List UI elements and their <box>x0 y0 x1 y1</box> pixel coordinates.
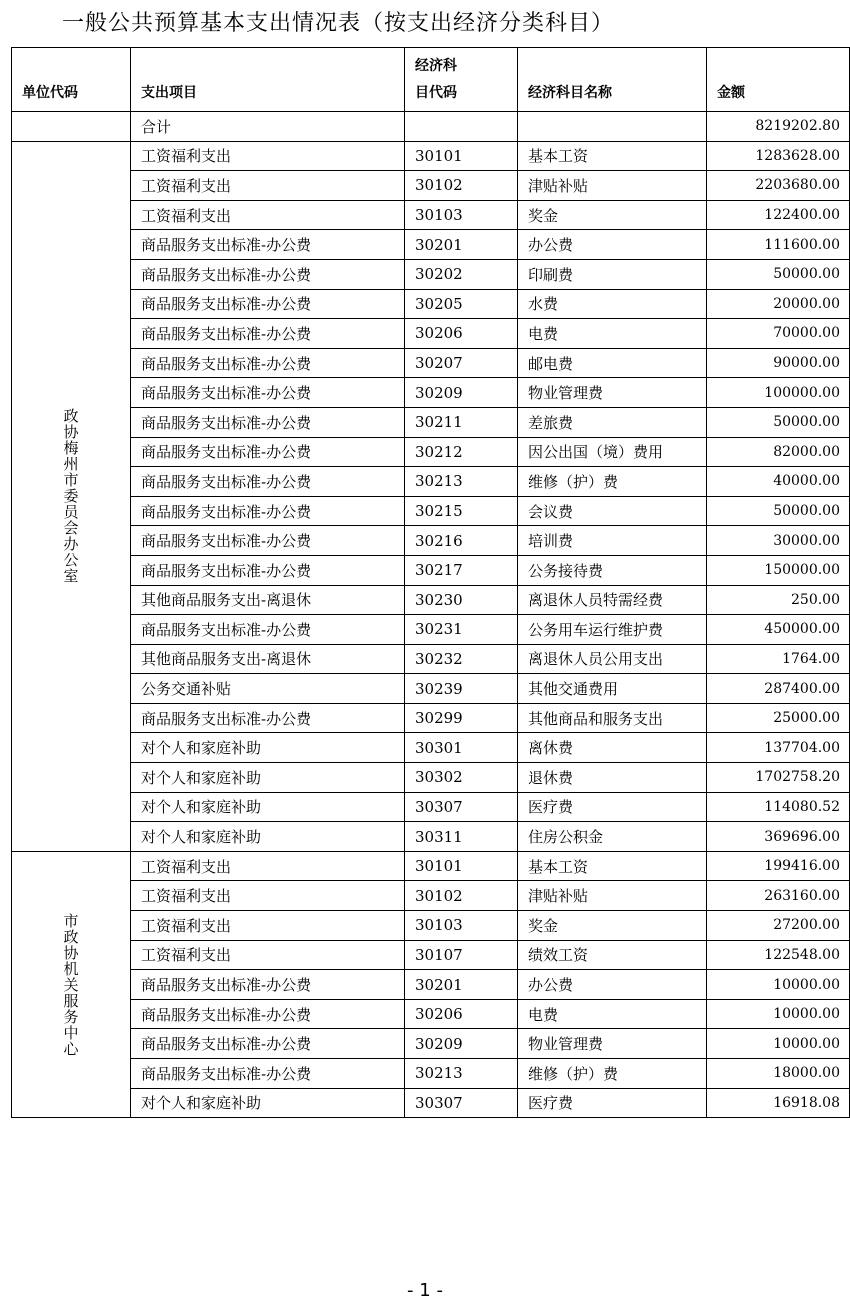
econ-name: 津贴补贴 <box>518 171 707 201</box>
amount: 30000.00 <box>707 526 850 556</box>
total-code-cell <box>405 112 518 142</box>
econ-name: 奖金 <box>518 911 707 941</box>
econ-code: 30101 <box>405 851 518 881</box>
amount: 287400.00 <box>707 674 850 704</box>
econ-name: 绩效工资 <box>518 940 707 970</box>
amount: 18000.00 <box>707 1059 850 1089</box>
econ-code: 30103 <box>405 911 518 941</box>
expense-item: 其他商品服务支出-离退休 <box>131 585 405 615</box>
econ-code: 30299 <box>405 703 518 733</box>
table-row <box>12 467 850 497</box>
amount: 450000.00 <box>707 615 850 645</box>
econ-code: 30103 <box>405 200 518 230</box>
unit-name: 市政协机关服务中心 <box>61 912 80 1057</box>
amount: 50000.00 <box>707 407 850 437</box>
econ-name: 公务接待费 <box>518 555 707 585</box>
header-amount: 金额 <box>707 48 850 112</box>
expense-item: 商品服务支出标准-办公费 <box>131 378 405 408</box>
econ-name: 维修（护）费 <box>518 1059 707 1089</box>
econ-name: 印刷费 <box>518 259 707 289</box>
unit-name: 政协梅州市委员会办公室 <box>61 408 80 585</box>
amount: 122548.00 <box>707 940 850 970</box>
table-row <box>12 970 850 1000</box>
table-row <box>12 378 850 408</box>
expense-item: 商品服务支出标准-办公费 <box>131 526 405 556</box>
econ-name: 电费 <box>518 319 707 349</box>
econ-name: 其他商品和服务支出 <box>518 703 707 733</box>
total-unit-cell <box>12 112 131 142</box>
expense-item: 对个人和家庭补助 <box>131 763 405 793</box>
econ-code: 30307 <box>405 792 518 822</box>
table-row <box>12 1059 850 1089</box>
amount: 150000.00 <box>707 555 850 585</box>
amount: 10000.00 <box>707 970 850 1000</box>
table-row <box>12 289 850 319</box>
econ-code: 30311 <box>405 822 518 852</box>
table-row <box>12 171 850 201</box>
budget-table <box>11 47 850 1118</box>
econ-code: 30302 <box>405 763 518 793</box>
econ-code: 30215 <box>405 496 518 526</box>
table-row <box>12 911 850 941</box>
econ-code: 30209 <box>405 1029 518 1059</box>
table-row <box>12 200 850 230</box>
econ-code: 30205 <box>405 289 518 319</box>
econ-code: 30102 <box>405 881 518 911</box>
econ-name: 其他交通费用 <box>518 674 707 704</box>
econ-name: 办公费 <box>518 230 707 260</box>
total-name-cell <box>518 112 707 142</box>
econ-code: 30213 <box>405 1059 518 1089</box>
table-row <box>12 940 850 970</box>
econ-name: 邮电费 <box>518 348 707 378</box>
table-row <box>12 526 850 556</box>
expense-item: 商品服务支出标准-办公费 <box>131 496 405 526</box>
amount: 2203680.00 <box>707 171 850 201</box>
econ-name: 退休费 <box>518 763 707 793</box>
table-row <box>12 1088 850 1118</box>
expense-item: 商品服务支出标准-办公费 <box>131 289 405 319</box>
amount: 1764.00 <box>707 644 850 674</box>
econ-code: 30230 <box>405 585 518 615</box>
econ-code: 30216 <box>405 526 518 556</box>
econ-code: 30213 <box>405 467 518 497</box>
amount: 263160.00 <box>707 881 850 911</box>
amount: 100000.00 <box>707 378 850 408</box>
econ-name: 物业管理费 <box>518 378 707 408</box>
table-row <box>12 733 850 763</box>
table-row <box>12 259 850 289</box>
table-row <box>12 881 850 911</box>
amount: 369696.00 <box>707 822 850 852</box>
amount: 70000.00 <box>707 319 850 349</box>
expense-item: 商品服务支出标准-办公费 <box>131 999 405 1029</box>
econ-code: 30201 <box>405 230 518 260</box>
econ-name: 津贴补贴 <box>518 881 707 911</box>
econ-name: 医疗费 <box>518 792 707 822</box>
table-row <box>12 999 850 1029</box>
expense-item: 对个人和家庭补助 <box>131 822 405 852</box>
expense-item: 工资福利支出 <box>131 851 405 881</box>
amount: 122400.00 <box>707 200 850 230</box>
econ-name: 住房公积金 <box>518 822 707 852</box>
amount: 1702758.20 <box>707 763 850 793</box>
expense-item: 商品服务支出标准-办公费 <box>131 259 405 289</box>
table-row <box>12 437 850 467</box>
amount: 111600.00 <box>707 230 850 260</box>
page-title: 一般公共预算基本支出情况表（按支出经济分类科目） <box>62 11 615 36</box>
amount: 82000.00 <box>707 437 850 467</box>
econ-code: 30202 <box>405 259 518 289</box>
header-econ-code-line1: 经济科 <box>415 58 457 74</box>
table-row <box>12 141 850 171</box>
table-row <box>12 555 850 585</box>
header-econ-name: 经济科目名称 <box>518 48 707 112</box>
econ-name: 培训费 <box>518 526 707 556</box>
expense-item: 商品服务支出标准-办公费 <box>131 230 405 260</box>
table-row <box>12 319 850 349</box>
expense-item: 商品服务支出标准-办公费 <box>131 615 405 645</box>
econ-name: 公务用车运行维护费 <box>518 615 707 645</box>
expense-item: 对个人和家庭补助 <box>131 1088 405 1118</box>
expense-item: 公务交通补贴 <box>131 674 405 704</box>
table-row <box>12 585 850 615</box>
expense-item: 工资福利支出 <box>131 881 405 911</box>
amount: 27200.00 <box>707 911 850 941</box>
amount: 16918.08 <box>707 1088 850 1118</box>
amount: 114080.52 <box>707 792 850 822</box>
econ-name: 基本工资 <box>518 141 707 171</box>
table-row <box>12 851 850 881</box>
table-row <box>12 644 850 674</box>
econ-code: 30206 <box>405 319 518 349</box>
amount: 25000.00 <box>707 703 850 733</box>
header-unit-code: 单位代码 <box>12 48 131 112</box>
econ-code: 30201 <box>405 970 518 1000</box>
econ-code: 30232 <box>405 644 518 674</box>
econ-name: 维修（护）费 <box>518 467 707 497</box>
econ-code: 30102 <box>405 171 518 201</box>
table-row <box>12 615 850 645</box>
amount: 1283628.00 <box>707 141 850 171</box>
econ-code: 30211 <box>405 407 518 437</box>
econ-name: 办公费 <box>518 970 707 1000</box>
table-row <box>12 230 850 260</box>
econ-name: 会议费 <box>518 496 707 526</box>
econ-name: 离退休人员特需经费 <box>518 585 707 615</box>
amount: 250.00 <box>707 585 850 615</box>
expense-item: 商品服务支出标准-办公费 <box>131 1059 405 1089</box>
expense-item: 商品服务支出标准-办公费 <box>131 407 405 437</box>
expense-item: 工资福利支出 <box>131 141 405 171</box>
table-row <box>12 792 850 822</box>
expense-item: 商品服务支出标准-办公费 <box>131 703 405 733</box>
econ-name: 奖金 <box>518 200 707 230</box>
expense-item: 对个人和家庭补助 <box>131 792 405 822</box>
econ-code: 30217 <box>405 555 518 585</box>
amount: 20000.00 <box>707 289 850 319</box>
table-row <box>12 822 850 852</box>
expense-item: 商品服务支出标准-办公费 <box>131 970 405 1000</box>
expense-item: 其他商品服务支出-离退休 <box>131 644 405 674</box>
page-number: - 1 - <box>407 1280 443 1301</box>
total-amount: 8219202.80 <box>707 112 850 142</box>
expense-item: 对个人和家庭补助 <box>131 733 405 763</box>
econ-code: 30307 <box>405 1088 518 1118</box>
econ-name: 电费 <box>518 999 707 1029</box>
econ-name: 离休费 <box>518 733 707 763</box>
econ-code: 30101 <box>405 141 518 171</box>
table-row <box>12 674 850 704</box>
expense-item: 工资福利支出 <box>131 171 405 201</box>
econ-name: 因公出国（境）费用 <box>518 437 707 467</box>
econ-code: 30107 <box>405 940 518 970</box>
econ-name: 物业管理费 <box>518 1029 707 1059</box>
econ-code: 30239 <box>405 674 518 704</box>
econ-code: 30207 <box>405 348 518 378</box>
econ-name: 医疗费 <box>518 1088 707 1118</box>
expense-item: 工资福利支出 <box>131 940 405 970</box>
econ-code: 30231 <box>405 615 518 645</box>
table-row <box>12 496 850 526</box>
header-item: 支出项目 <box>131 48 405 112</box>
header-econ-code <box>405 48 518 112</box>
unit-name-cell <box>12 141 131 851</box>
header-row <box>12 48 850 112</box>
amount: 199416.00 <box>707 851 850 881</box>
econ-name: 离退休人员公用支出 <box>518 644 707 674</box>
amount: 90000.00 <box>707 348 850 378</box>
table-row <box>12 407 850 437</box>
amount: 50000.00 <box>707 259 850 289</box>
total-row <box>12 112 850 142</box>
expense-item: 商品服务支出标准-办公费 <box>131 348 405 378</box>
amount: 50000.00 <box>707 496 850 526</box>
table-row <box>12 703 850 733</box>
econ-code: 30209 <box>405 378 518 408</box>
expense-item: 商品服务支出标准-办公费 <box>131 467 405 497</box>
header-econ-code-line2: 目代码 <box>415 85 457 101</box>
table-row <box>12 763 850 793</box>
unit-name-cell <box>12 851 131 1117</box>
econ-code: 30212 <box>405 437 518 467</box>
expense-item: 商品服务支出标准-办公费 <box>131 319 405 349</box>
table-row <box>12 1029 850 1059</box>
expense-item: 工资福利支出 <box>131 200 405 230</box>
amount: 137704.00 <box>707 733 850 763</box>
table-row <box>12 348 850 378</box>
expense-item: 商品服务支出标准-办公费 <box>131 555 405 585</box>
expense-item: 商品服务支出标准-办公费 <box>131 1029 405 1059</box>
econ-name: 基本工资 <box>518 851 707 881</box>
econ-name: 差旅费 <box>518 407 707 437</box>
amount: 40000.00 <box>707 467 850 497</box>
econ-name: 水费 <box>518 289 707 319</box>
total-label: 合计 <box>131 112 405 142</box>
expense-item: 商品服务支出标准-办公费 <box>131 437 405 467</box>
amount: 10000.00 <box>707 1029 850 1059</box>
econ-code: 30301 <box>405 733 518 763</box>
expense-item: 工资福利支出 <box>131 911 405 941</box>
econ-code: 30206 <box>405 999 518 1029</box>
amount: 10000.00 <box>707 999 850 1029</box>
